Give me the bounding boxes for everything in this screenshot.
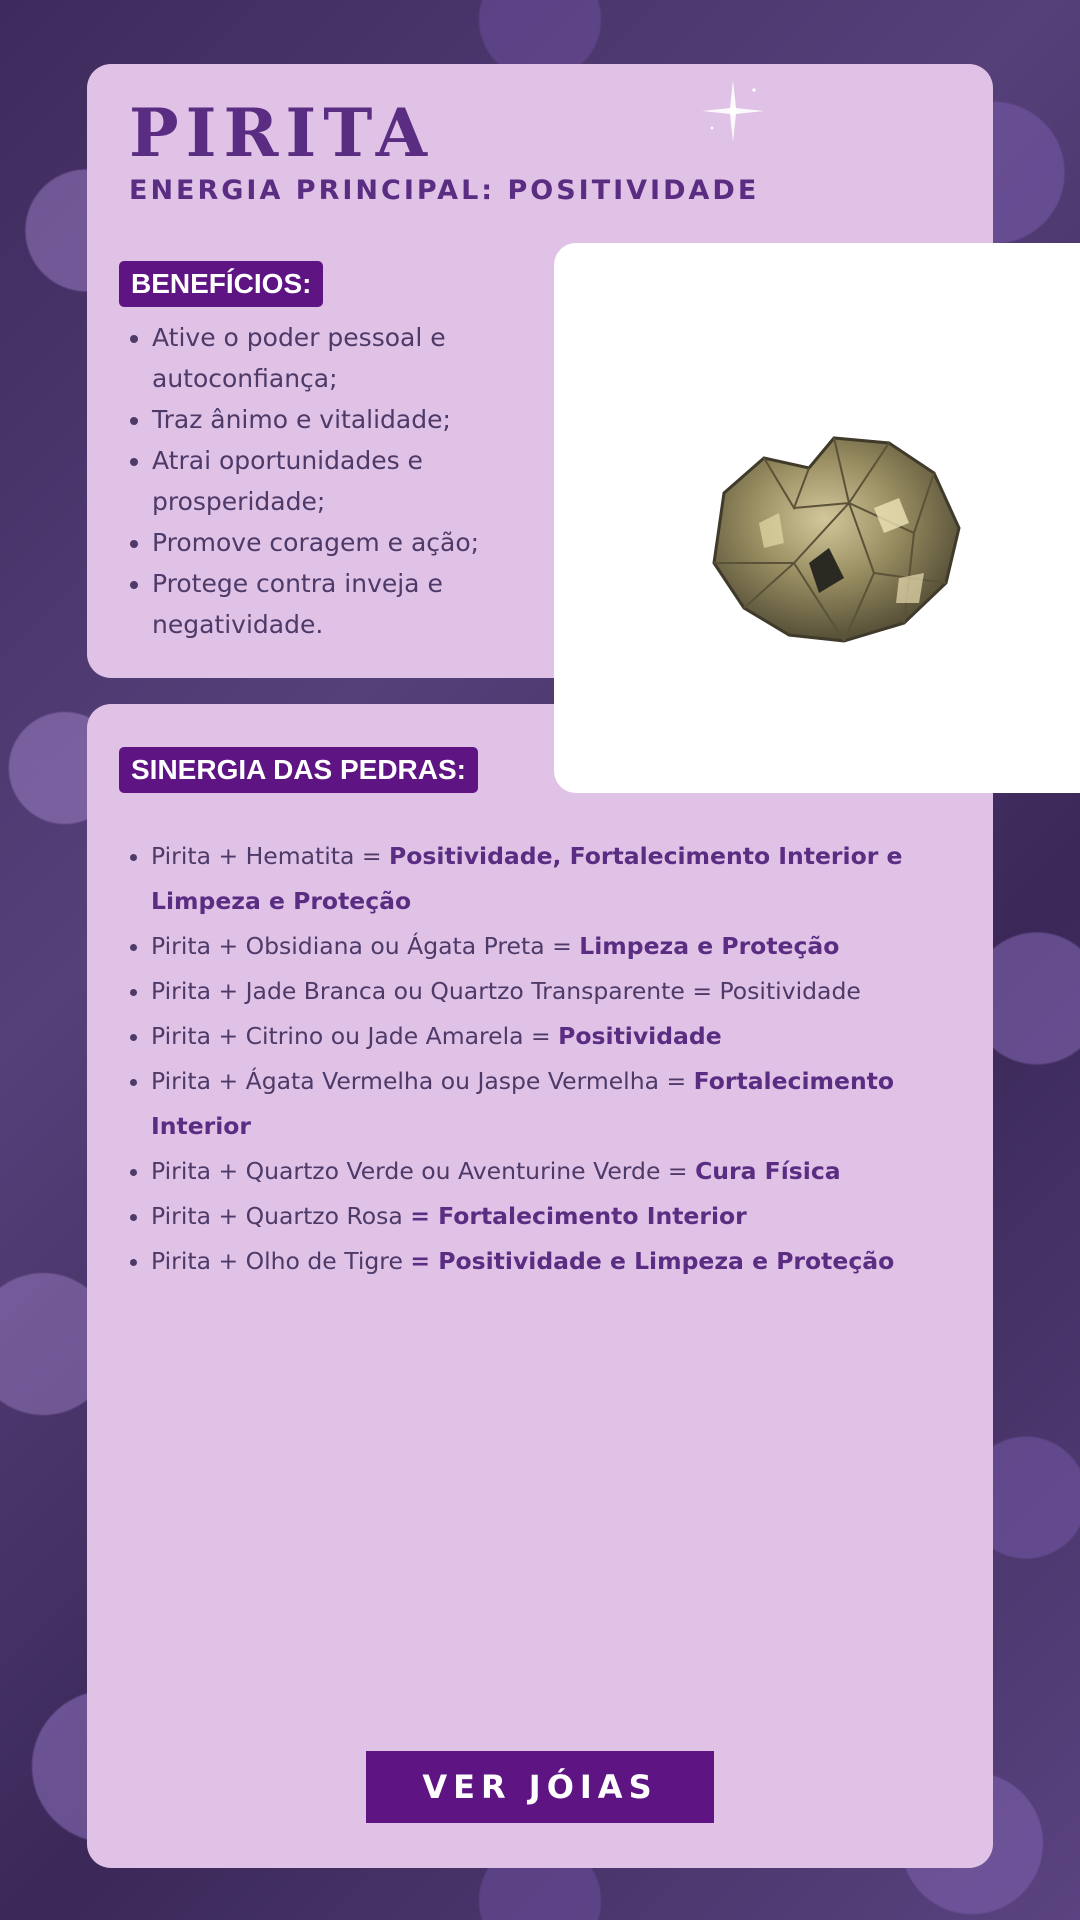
main-energy-subtitle: ENERGIA PRINCIPAL: POSITIVIDADE bbox=[129, 175, 760, 206]
list-item: • Pirita + Jade Branca ou Quartzo Transparente = Positividade bbox=[151, 969, 980, 1014]
list-item: • Pirita + Hematita = Positividade, Fortalecimento Interior e Limpeza e Proteção bbox=[151, 834, 980, 924]
pyrite-stone-image bbox=[684, 413, 984, 653]
synergy-heading: SINERGIA DAS PEDRAS: bbox=[119, 747, 478, 793]
benefits-list bbox=[116, 317, 556, 645]
list-item: • Promove coragem e ação; bbox=[152, 522, 556, 563]
list-item: • Pirita + Quartzo Verde ou Aventurine Verde = Cura Física bbox=[151, 1149, 980, 1194]
stone-photo bbox=[554, 243, 1080, 793]
list-item: • Pirita + Quartzo Rosa = Fortalecimento Interior bbox=[151, 1194, 980, 1239]
page-title: PIRITA bbox=[129, 94, 434, 172]
list-item: • Protege contra inveja e negatividade. bbox=[152, 563, 556, 645]
sparkle-icon bbox=[700, 78, 766, 144]
list-item: • Pirita + Obsidiana ou Ágata Preta = Limpeza e Proteção bbox=[151, 924, 980, 969]
synergy-list bbox=[116, 834, 980, 1284]
list-item: • Pirita + Ágata Vermelha ou Jaspe Vermelha = Fortalecimento Interior bbox=[151, 1059, 980, 1149]
view-jewelry-button[interactable]: VER JÓIAS bbox=[366, 1751, 714, 1823]
list-item: • Pirita + Olho de Tigre = Positividade e Limpeza e Proteção bbox=[151, 1239, 980, 1284]
list-item: • Pirita + Citrino ou Jade Amarela = Positividade bbox=[151, 1014, 980, 1059]
list-item: • Atrai oportunidades e prosperidade; bbox=[152, 440, 556, 522]
list-item: • Ative o poder pessoal e autoconfiança; bbox=[152, 317, 556, 399]
benefits-heading: BENEFÍCIOS: bbox=[119, 261, 323, 307]
list-item: • Traz ânimo e vitalidade; bbox=[152, 399, 556, 440]
